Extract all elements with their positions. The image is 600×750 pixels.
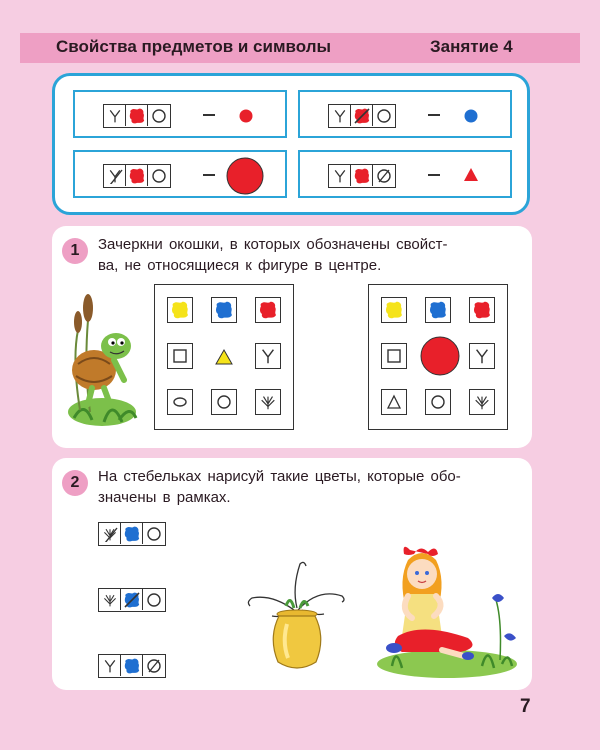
task2-frame-3[interactable]: [98, 654, 166, 678]
grass-icon: [473, 393, 491, 411]
blue-blot-icon: [428, 300, 448, 320]
symbol-strip: [103, 164, 171, 188]
grass-icon: [102, 592, 118, 608]
grid-cell[interactable]: [255, 297, 281, 323]
page-title: Свойства предметов и символы: [56, 37, 332, 56]
square-icon: [172, 348, 188, 364]
grass-crossed-icon: [102, 526, 118, 542]
dash: [428, 114, 440, 116]
red-blot-icon: [353, 167, 371, 185]
grid-cell[interactable]: [255, 343, 281, 369]
task1-text-line2: ва, не относящиеся к фигуре в центре.: [98, 257, 382, 274]
grid-cell[interactable]: [167, 389, 193, 415]
turtle-illustration: [64, 280, 146, 442]
dash: [428, 174, 440, 176]
yellow-blot-icon: [384, 300, 404, 320]
circle-crossed-icon: [376, 168, 392, 184]
circle-icon: [430, 394, 446, 410]
dash: [203, 174, 215, 176]
oval-icon: [171, 395, 189, 409]
symbol-strip: [328, 164, 396, 188]
tree-icon: [332, 108, 348, 124]
symbol-strip: [103, 104, 171, 128]
grid-cell[interactable]: [167, 343, 193, 369]
circle-icon: [151, 168, 167, 184]
grid-cell[interactable]: [425, 297, 451, 323]
red-blot-icon: [128, 107, 146, 125]
task2-frame-2[interactable]: [98, 588, 166, 612]
vase-illustration: [242, 558, 352, 678]
tree-icon: [102, 658, 118, 674]
grid-cell[interactable]: [211, 389, 237, 415]
red-blot-icon: [128, 167, 146, 185]
red-triangle-icon: [462, 166, 480, 184]
legend-box: [52, 73, 530, 215]
yellow-blot-icon: [170, 300, 190, 320]
grass-icon: [259, 393, 277, 411]
tree-icon: [107, 108, 123, 124]
girl-illustration: [372, 540, 522, 680]
tree-icon: [473, 347, 491, 365]
small-red-circle-icon: [237, 107, 255, 125]
page-number: 7: [520, 696, 531, 717]
tree-icon: [332, 168, 348, 184]
lesson-label: Занятие 4: [430, 37, 513, 56]
grid-cell[interactable]: [167, 297, 193, 323]
legend-cell-top-left: [73, 90, 287, 138]
task1-number: 1: [62, 238, 88, 264]
grid-cell[interactable]: [469, 389, 495, 415]
small-yellow-triangle-icon: [215, 349, 233, 365]
grid-cell[interactable]: [381, 389, 407, 415]
legend-cell-top-right: [298, 90, 512, 138]
task2-text-line2: значены в рамках.: [98, 489, 231, 506]
blue-blot-icon: [214, 300, 234, 320]
red-blot-icon: [258, 300, 278, 320]
blue-blot-crossed-icon: [123, 591, 141, 609]
task1-text-line1: Зачеркни окошки, в которых обозначены свойст-: [98, 236, 448, 253]
large-red-circle-icon: [419, 335, 461, 377]
grid-cell[interactable]: [381, 297, 407, 323]
circle-icon: [146, 592, 162, 608]
circle-crossed-icon: [146, 658, 162, 674]
circle-icon: [216, 394, 232, 410]
task2-text-line1: На стебельках нарисуй такие цветы, которые обо-: [98, 468, 461, 485]
task2-card: [52, 458, 532, 690]
circle-icon: [151, 108, 167, 124]
task2-number: 2: [62, 470, 88, 496]
grid-cell[interactable]: [469, 297, 495, 323]
legend-cell-bottom-right: [298, 150, 512, 198]
task1-grid-2: [368, 284, 508, 430]
grid-cell[interactable]: [469, 343, 495, 369]
dash: [203, 114, 215, 116]
square-icon: [386, 348, 402, 364]
tree-crossed-icon: [107, 168, 123, 184]
tree-icon: [259, 347, 277, 365]
circle-icon: [376, 108, 392, 124]
red-blot-icon: [472, 300, 492, 320]
task2-frame-1[interactable]: [98, 522, 166, 546]
grid-cell[interactable]: [211, 297, 237, 323]
circle-icon: [146, 526, 162, 542]
red-blot-crossed-icon: [353, 107, 371, 125]
large-red-circle-icon: [225, 156, 265, 196]
legend-cell-bottom-left: [73, 150, 287, 198]
grid-cell[interactable]: [425, 389, 451, 415]
grid-cell[interactable]: [255, 389, 281, 415]
small-blue-circle-icon: [462, 107, 480, 125]
blue-blot-icon: [123, 525, 141, 543]
triangle-icon: [386, 394, 402, 410]
symbol-strip: [328, 104, 396, 128]
task1-card: [52, 226, 532, 448]
grid-cell[interactable]: [381, 343, 407, 369]
task1-grid-1: [154, 284, 294, 430]
blue-blot-icon: [123, 657, 141, 675]
